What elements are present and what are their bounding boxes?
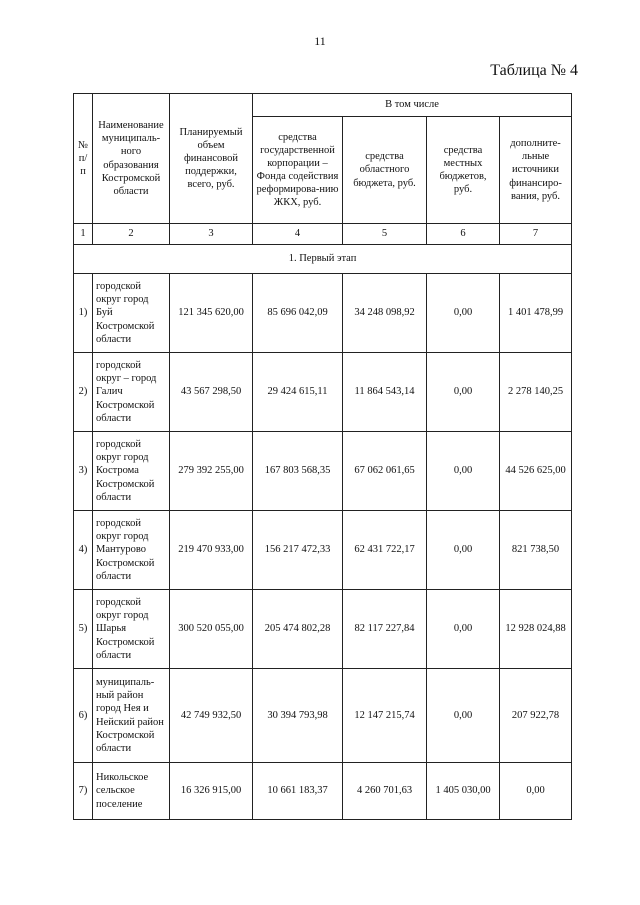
column-number: 3 [170, 224, 253, 245]
table-row [74, 763, 572, 820]
planned-total-value: 219 470 933,00 [170, 511, 253, 590]
table-title: Таблица № 4 [490, 62, 578, 79]
header-fund: средства государственной корпорации – Фонда содействия реформирова-нию ЖКХ, руб. [253, 117, 343, 224]
row-number: 1) [74, 274, 93, 353]
table-body [74, 224, 572, 820]
header-extra-sources: дополните-льные источники финансиро-вания, руб. [500, 117, 572, 224]
fund-value: 167 803 568,35 [253, 432, 343, 511]
table-row [74, 669, 572, 763]
municipality-name: городской округ город Буй Костромской области [93, 274, 170, 353]
column-number: 1 [74, 224, 93, 245]
local-budget-value: 0,00 [427, 590, 500, 669]
municipality-name: городской округ город Мантурово Костромской области [93, 511, 170, 590]
row-number: 6) [74, 669, 93, 763]
column-number: 7 [500, 224, 572, 245]
header-municipality: Наименование муниципаль-ного образования Костромской области [93, 94, 170, 224]
municipality-name: городской округ город Шарья Костромской области [93, 590, 170, 669]
fund-value: 85 696 042,09 [253, 274, 343, 353]
table-row [74, 274, 572, 353]
financing-table [73, 93, 572, 820]
regional-budget-value: 34 248 098,92 [343, 274, 427, 353]
column-number: 5 [343, 224, 427, 245]
row-number: 5) [74, 590, 93, 669]
table-row [74, 511, 572, 590]
local-budget-value: 0,00 [427, 432, 500, 511]
row-number: 4) [74, 511, 93, 590]
regional-budget-value: 4 260 701,63 [343, 763, 427, 820]
extra-sources-value: 12 928 024,88 [500, 590, 572, 669]
column-number: 4 [253, 224, 343, 245]
table-row [74, 432, 572, 511]
column-numbers-row [74, 224, 572, 245]
planned-total-value: 300 520 055,00 [170, 590, 253, 669]
header-number: № п/п [74, 94, 93, 224]
planned-total-value: 121 345 620,00 [170, 274, 253, 353]
row-number: 7) [74, 763, 93, 820]
local-budget-value: 0,00 [427, 511, 500, 590]
header-local-budget: средства местных бюджетов, руб. [427, 117, 500, 224]
municipality-name: городской округ город Кострома Костромской области [93, 432, 170, 511]
column-number: 2 [93, 224, 170, 245]
table-row [74, 353, 572, 432]
header-group-including: В том числе [253, 94, 572, 117]
regional-budget-value: 62 431 722,17 [343, 511, 427, 590]
column-number: 6 [427, 224, 500, 245]
page-number: 11 [314, 34, 326, 48]
stage-title: 1. Первый этап [74, 245, 572, 274]
local-budget-value: 0,00 [427, 274, 500, 353]
extra-sources-value: 0,00 [500, 763, 572, 820]
planned-total-value: 42 749 932,50 [170, 669, 253, 763]
planned-total-value: 279 392 255,00 [170, 432, 253, 511]
regional-budget-value: 67 062 061,65 [343, 432, 427, 511]
fund-value: 30 394 793,98 [253, 669, 343, 763]
header-regional-budget: средства областного бюджета, руб. [343, 117, 427, 224]
regional-budget-value: 11 864 543,14 [343, 353, 427, 432]
extra-sources-value: 207 922,78 [500, 669, 572, 763]
regional-budget-value: 12 147 215,74 [343, 669, 427, 763]
extra-sources-value: 44 526 625,00 [500, 432, 572, 511]
planned-total-value: 16 326 915,00 [170, 763, 253, 820]
local-budget-value: 1 405 030,00 [427, 763, 500, 820]
local-budget-value: 0,00 [427, 669, 500, 763]
municipality-name: городской округ – город Галич Костромской области [93, 353, 170, 432]
extra-sources-value: 1 401 478,99 [500, 274, 572, 353]
municipality-name: муниципаль-ный район город Нея и Нейский район Костромской области [93, 669, 170, 763]
extra-sources-value: 2 278 140,25 [500, 353, 572, 432]
regional-budget-value: 82 117 227,84 [343, 590, 427, 669]
stage-row [74, 245, 572, 274]
local-budget-value: 0,00 [427, 353, 500, 432]
extra-sources-value: 821 738,50 [500, 511, 572, 590]
table-row [74, 590, 572, 669]
fund-value: 29 424 615,11 [253, 353, 343, 432]
row-number: 2) [74, 353, 93, 432]
header-planned-total: Планируемый объем финансовой поддержки, всего, руб. [170, 94, 253, 224]
fund-value: 205 474 802,28 [253, 590, 343, 669]
fund-value: 156 217 472,33 [253, 511, 343, 590]
municipality-name: Никольское сельское поселение [93, 763, 170, 820]
fund-value: 10 661 183,37 [253, 763, 343, 820]
row-number: 3) [74, 432, 93, 511]
planned-total-value: 43 567 298,50 [170, 353, 253, 432]
